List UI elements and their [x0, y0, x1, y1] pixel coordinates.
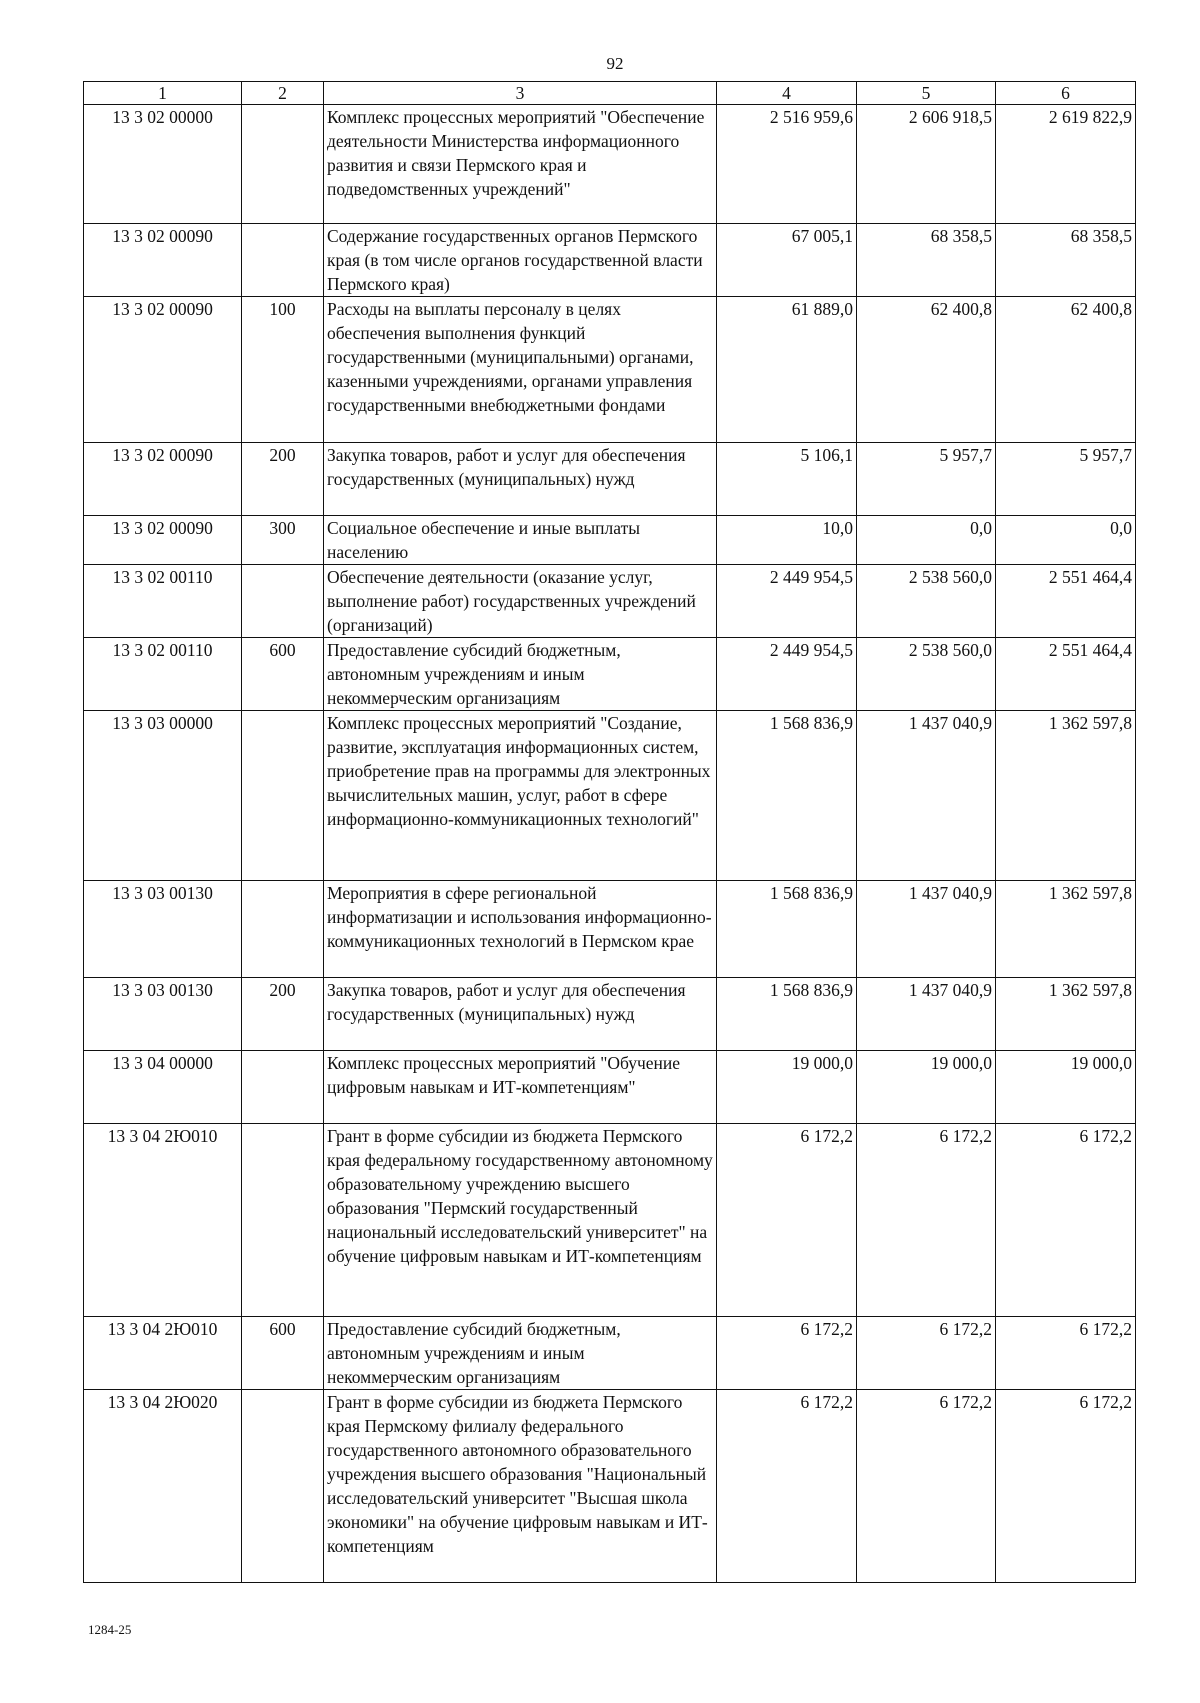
target-code-cell: 13 3 03 00130 [84, 978, 242, 1051]
expense-type-cell [242, 105, 324, 224]
item-name-cell: Закупка товаров, работ и услуг для обеспечения государственных (муниципальных) нужд [324, 978, 717, 1051]
amount-col6-cell: 1 362 597,8 [996, 881, 1136, 978]
expense-type-cell [242, 711, 324, 881]
column-header: 5 [857, 82, 996, 105]
target-code-cell: 13 3 04 2Ю010 [84, 1124, 242, 1317]
table-row [84, 1124, 1136, 1317]
target-code-cell: 13 3 02 00110 [84, 565, 242, 638]
amount-col5-cell: 68 358,5 [857, 224, 996, 297]
table-row [84, 1317, 1136, 1390]
amount-col4-cell: 6 172,2 [717, 1317, 857, 1390]
table-row [84, 1390, 1136, 1583]
amount-col5-cell: 2 538 560,0 [857, 565, 996, 638]
amount-col5-cell: 0,0 [857, 516, 996, 565]
table-row [84, 443, 1136, 516]
target-code-cell: 13 3 02 00090 [84, 297, 242, 443]
expense-type-cell [242, 565, 324, 638]
amount-col6-cell: 1 362 597,8 [996, 711, 1136, 881]
amount-col5-cell: 1 437 040,9 [857, 978, 996, 1051]
amount-col4-cell: 1 568 836,9 [717, 711, 857, 881]
target-code-cell: 13 3 03 00130 [84, 881, 242, 978]
target-code-cell: 13 3 03 00000 [84, 711, 242, 881]
table-row [84, 1051, 1136, 1124]
expense-type-cell: 300 [242, 516, 324, 565]
amount-col4-cell: 6 172,2 [717, 1390, 857, 1583]
target-code-cell: 13 3 02 00110 [84, 638, 242, 711]
amount-col4-cell: 67 005,1 [717, 224, 857, 297]
target-code-cell: 13 3 04 00000 [84, 1051, 242, 1124]
amount-col6-cell: 2 551 464,4 [996, 638, 1136, 711]
table-row [84, 978, 1136, 1051]
amount-col5-cell: 2 538 560,0 [857, 638, 996, 711]
amount-col6-cell: 2 619 822,9 [996, 105, 1136, 224]
amount-col5-cell: 5 957,7 [857, 443, 996, 516]
item-name-cell: Комплекс процессных мероприятий "Создание, развитие, эксплуатация информационных систем, приобретение прав на программы для электронных вычислительных машин, услуг, работ в сфере информационно-коммуникационных технологий" [324, 711, 717, 881]
amount-col5-cell: 1 437 040,9 [857, 711, 996, 881]
column-header: 4 [717, 82, 857, 105]
amount-col6-cell: 6 172,2 [996, 1390, 1136, 1583]
amount-col4-cell: 19 000,0 [717, 1051, 857, 1124]
table-row [84, 105, 1136, 224]
budget-table [83, 81, 1136, 1583]
amount-col6-cell: 2 551 464,4 [996, 565, 1136, 638]
amount-col5-cell: 1 437 040,9 [857, 881, 996, 978]
item-name-cell: Содержание государственных органов Пермского края (в том числе органов государственной власти Пермского края) [324, 224, 717, 297]
table-row [84, 881, 1136, 978]
item-name-cell: Закупка товаров, работ и услуг для обеспечения государственных (муниципальных) нужд [324, 443, 717, 516]
amount-col5-cell: 62 400,8 [857, 297, 996, 443]
amount-col4-cell: 1 568 836,9 [717, 978, 857, 1051]
document-footer-code: 1284-25 [88, 1622, 132, 1637]
page-number: 92 [606, 54, 624, 73]
item-name-cell: Грант в форме субсидии из бюджета Пермского края Пермскому филиалу федерального государственного автономного образовательного учреждения высшего образования "Национальный исследовательский университет "Высшая школа экономики" на обучение цифровым навыкам и ИТ-компетенциям [324, 1390, 717, 1583]
amount-col4-cell: 1 568 836,9 [717, 881, 857, 978]
item-name-cell: Обеспечение деятельности (оказание услуг, выполнение работ) государственных учреждений (организаций) [324, 565, 717, 638]
target-code-cell: 13 3 02 00090 [84, 516, 242, 565]
target-code-cell: 13 3 02 00000 [84, 105, 242, 224]
table-row [84, 565, 1136, 638]
expense-type-cell [242, 1124, 324, 1317]
item-name-cell: Грант в форме субсидии из бюджета Пермского края федеральному государственному автономному образовательному учреждению высшего образования "Пермский государственный национальный исследовательский университет" на обучение цифровым навыкам и ИТ-компетенциям [324, 1124, 717, 1317]
amount-col6-cell: 68 358,5 [996, 224, 1136, 297]
column-header: 1 [84, 82, 242, 105]
amount-col4-cell: 10,0 [717, 516, 857, 565]
item-name-cell: Расходы на выплаты персоналу в целях обеспечения выполнения функций государственными (муниципальными) органами, казенными учреждениями, органами управления государственными внебюджетными фондами [324, 297, 717, 443]
table-row [84, 224, 1136, 297]
amount-col4-cell: 5 106,1 [717, 443, 857, 516]
amount-col4-cell: 6 172,2 [717, 1124, 857, 1317]
target-code-cell: 13 3 04 2Ю010 [84, 1317, 242, 1390]
amount-col4-cell: 2 449 954,5 [717, 638, 857, 711]
target-code-cell: 13 3 04 2Ю020 [84, 1390, 242, 1583]
expense-type-cell [242, 1390, 324, 1583]
table-row [84, 638, 1136, 711]
amount-col6-cell: 5 957,7 [996, 443, 1136, 516]
expense-type-cell [242, 1051, 324, 1124]
target-code-cell: 13 3 02 00090 [84, 443, 242, 516]
table-row [84, 711, 1136, 881]
column-header: 6 [996, 82, 1136, 105]
item-name-cell: Комплекс процессных мероприятий "Обучение цифровым навыкам и ИТ-компетенциям" [324, 1051, 717, 1124]
expense-type-cell: 100 [242, 297, 324, 443]
expense-type-cell: 200 [242, 978, 324, 1051]
item-name-cell: Мероприятия в сфере региональной информатизации и использования информационно-коммуникационных технологий в Пермском крае [324, 881, 717, 978]
item-name-cell: Социальное обеспечение и иные выплаты населению [324, 516, 717, 565]
table-row [84, 297, 1136, 443]
amount-col6-cell: 19 000,0 [996, 1051, 1136, 1124]
expense-type-cell: 600 [242, 638, 324, 711]
target-code-cell: 13 3 02 00090 [84, 224, 242, 297]
amount-col6-cell: 1 362 597,8 [996, 978, 1136, 1051]
amount-col5-cell: 6 172,2 [857, 1124, 996, 1317]
expense-type-cell [242, 224, 324, 297]
table-row [84, 516, 1136, 565]
item-name-cell: Предоставление субсидий бюджетным, автономным учреждениям и иным некоммерческим организациям [324, 1317, 717, 1390]
column-header: 3 [324, 82, 717, 105]
amount-col6-cell: 0,0 [996, 516, 1136, 565]
expense-type-cell: 200 [242, 443, 324, 516]
item-name-cell: Комплекс процессных мероприятий "Обеспечение деятельности Министерства информационного развития и связи Пермского края и подведомственных учреждений" [324, 105, 717, 224]
amount-col4-cell: 2 449 954,5 [717, 565, 857, 638]
expense-type-cell [242, 881, 324, 978]
table-header-row [84, 82, 1136, 105]
amount-col4-cell: 61 889,0 [717, 297, 857, 443]
amount-col6-cell: 6 172,2 [996, 1124, 1136, 1317]
amount-col6-cell: 62 400,8 [996, 297, 1136, 443]
amount-col4-cell: 2 516 959,6 [717, 105, 857, 224]
amount-col5-cell: 6 172,2 [857, 1390, 996, 1583]
amount-col5-cell: 19 000,0 [857, 1051, 996, 1124]
amount-col5-cell: 6 172,2 [857, 1317, 996, 1390]
item-name-cell: Предоставление субсидий бюджетным, автономным учреждениям и иным некоммерческим организациям [324, 638, 717, 711]
amount-col6-cell: 6 172,2 [996, 1317, 1136, 1390]
expense-type-cell: 600 [242, 1317, 324, 1390]
column-header: 2 [242, 82, 324, 105]
amount-col5-cell: 2 606 918,5 [857, 105, 996, 224]
